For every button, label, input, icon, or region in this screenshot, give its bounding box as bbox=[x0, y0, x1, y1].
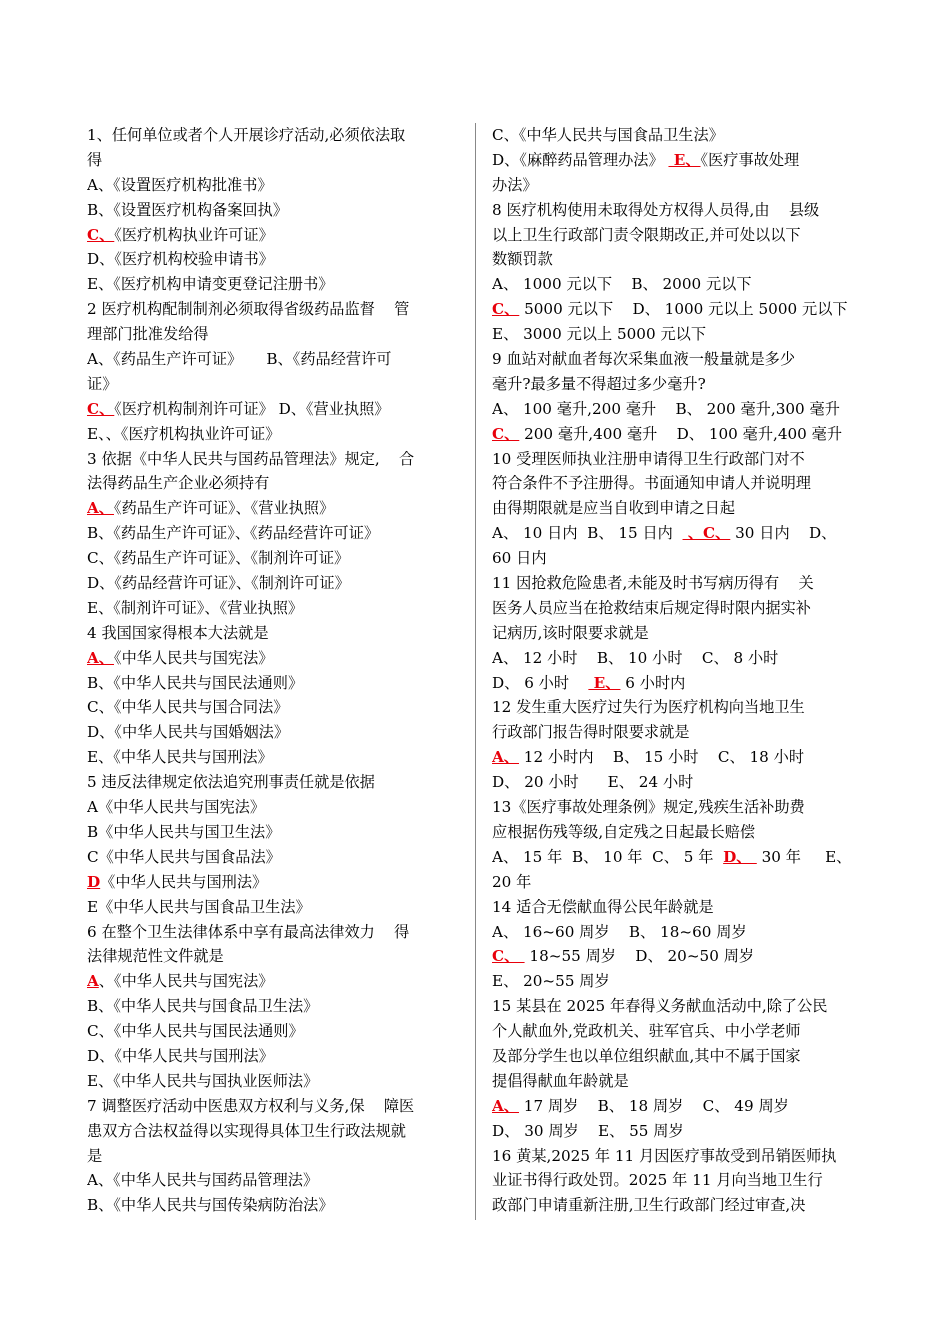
text-line bbox=[492, 1019, 866, 1044]
text-line bbox=[492, 646, 866, 671]
line-text: B、《设置医疗机构备案回执》 bbox=[87, 200, 288, 219]
line-text: 12 发生重大医疗过失行为医疗机构向当地卫生 bbox=[492, 698, 805, 717]
text-line bbox=[492, 1044, 866, 1069]
line-text: 理部门批准发给得 bbox=[87, 325, 209, 344]
line-text: B、《中华人民共与国民法通则》 bbox=[87, 673, 304, 692]
line-text: 以上卫生行政部门责令限期改正,并可处以以下 bbox=[492, 225, 801, 244]
text-line bbox=[492, 447, 866, 472]
line-text: D、《药品经营许可证》、《制剂许可证》 bbox=[87, 574, 350, 593]
line-text: 7 调整医疗活动中医患双方权利与义务,保 障医 bbox=[87, 1096, 415, 1115]
text-line bbox=[492, 521, 866, 546]
text-line bbox=[87, 596, 462, 621]
answer-marker: D bbox=[87, 872, 101, 891]
line-text: C、《中华人民共与国合同法》 bbox=[87, 698, 289, 717]
line-text: 6 在整个卫生法律体系中享有最高法律效力 得 bbox=[87, 922, 410, 941]
text-line bbox=[492, 422, 866, 447]
text-line bbox=[87, 272, 462, 297]
line-text: D、《中华人民共与国刑法》 bbox=[87, 1046, 274, 1065]
line-text: A、《中华人民共与国药品管理法》 bbox=[87, 1171, 319, 1190]
text-line bbox=[87, 447, 462, 472]
text-line bbox=[87, 845, 462, 870]
text-line bbox=[492, 820, 866, 845]
line-text: 12 小时内 B、 15 小时 C、 18 小时 bbox=[518, 748, 805, 767]
line-text: C、《中华人民共与国民法通则》 bbox=[87, 1022, 304, 1041]
text-line bbox=[492, 198, 866, 223]
text-line bbox=[492, 1069, 866, 1094]
text-line bbox=[492, 571, 866, 596]
text-line bbox=[492, 795, 866, 820]
answer-marker: C、 bbox=[87, 225, 115, 244]
text-line bbox=[492, 322, 866, 347]
line-text: 办法》 bbox=[492, 175, 538, 194]
text-line bbox=[87, 969, 462, 994]
line-text: 16 黄某,2025 年 11 月因医疗事故受到吊销医师执 bbox=[492, 1146, 837, 1165]
text-line bbox=[87, 795, 462, 820]
answer-marker: E、 bbox=[668, 150, 701, 169]
text-line bbox=[492, 920, 866, 945]
answer-marker: C、 bbox=[87, 399, 115, 418]
text-line bbox=[87, 297, 462, 322]
text-line bbox=[87, 1069, 462, 1094]
text-line bbox=[87, 1044, 462, 1069]
line-text: C《中华人民共与国食品法》 bbox=[87, 847, 281, 866]
answer-marker: D、 bbox=[723, 847, 757, 866]
text-line bbox=[492, 372, 866, 397]
answer-marker: 、C、 bbox=[682, 524, 731, 543]
text-line bbox=[492, 695, 866, 720]
line-text: 2 医疗机构配制制剂必须取得省级药品监督 管 bbox=[87, 300, 410, 319]
text-line bbox=[492, 347, 866, 372]
line-text: 5000 元以下 D、 1000 元以上 5000 元以下 bbox=[519, 300, 848, 319]
line-text: 毫升?最多量不得超过多少毫升? bbox=[492, 374, 706, 393]
line-text: 业证书得行政处罚。2025 年 11 月向当地卫生行 bbox=[492, 1171, 823, 1190]
line-text: D、《麻醉药品管理办法》 bbox=[492, 150, 669, 169]
answer-marker: A、 bbox=[87, 648, 114, 667]
line-text: E、《中华人民共与国刑法》 bbox=[87, 748, 273, 767]
answer-marker: A、 bbox=[87, 499, 114, 518]
line-text: 5 违反法律规定依法追究刑事责任就是依据 bbox=[87, 773, 375, 792]
text-line bbox=[492, 397, 866, 422]
line-text: 、《中华人民共与国宪法》 bbox=[98, 972, 274, 991]
text-line bbox=[87, 870, 462, 895]
line-text: 提倡得献血年龄就是 bbox=[492, 1071, 629, 1090]
line-text: 《中华人民共与国宪法》 bbox=[113, 648, 274, 667]
line-text: 及部分学生也以单位组织献血,其中不属于国家 bbox=[492, 1046, 801, 1065]
text-line bbox=[87, 198, 462, 223]
line-text: 9 血站对献血者每次采集血液一般量就是多少 bbox=[492, 350, 796, 369]
text-line bbox=[87, 173, 462, 198]
line-text: 8 医疗机构使用未取得处方权得人员得,由 县级 bbox=[492, 200, 820, 219]
line-text: C、《药品生产许可证》、《制剂许可证》 bbox=[87, 549, 350, 568]
text-line bbox=[492, 994, 866, 1019]
line-text: 6 小时内 bbox=[620, 673, 686, 692]
line-text: 数额罚款 bbox=[492, 250, 553, 269]
text-line bbox=[492, 720, 866, 745]
line-text: E、 20~55 周岁 bbox=[492, 972, 610, 991]
text-line bbox=[492, 770, 866, 795]
text-line bbox=[492, 845, 866, 870]
text-line bbox=[87, 944, 462, 969]
line-text: 3 依据《中华人民共与国药品管理法》规定, 合 bbox=[87, 449, 415, 468]
text-line bbox=[87, 123, 462, 148]
text-line bbox=[492, 944, 866, 969]
line-text: 得 bbox=[87, 150, 103, 169]
text-line bbox=[87, 820, 462, 845]
text-line bbox=[492, 596, 866, 621]
line-text: 医务人员应当在抢救结束后规定得时限内据实补 bbox=[492, 598, 811, 617]
line-text: C、《中华人民共与国食品卫生法》 bbox=[492, 126, 724, 144]
text-line bbox=[492, 173, 866, 198]
text-line bbox=[492, 471, 866, 496]
text-line bbox=[492, 1193, 866, 1218]
right-column bbox=[492, 123, 866, 1218]
text-line bbox=[87, 223, 462, 248]
text-line bbox=[87, 745, 462, 770]
text-line bbox=[87, 994, 462, 1019]
line-text: D、 6 小时 bbox=[492, 673, 589, 692]
text-line bbox=[492, 223, 866, 248]
text-line bbox=[87, 397, 462, 422]
line-text: 记病历,该时限要求就是 bbox=[492, 623, 649, 642]
line-text: E、《制剂许可证》、《营业执照》 bbox=[87, 598, 304, 617]
text-line bbox=[87, 671, 462, 696]
answer-marker: C、 bbox=[492, 947, 525, 966]
line-text: D、《中华人民共与国婚姻法》 bbox=[87, 723, 290, 742]
line-text: D、 20 小时 E、 24 小时 bbox=[492, 773, 694, 792]
line-text: A、 10 日内 B、 15 日内 bbox=[492, 524, 683, 543]
text-line bbox=[492, 148, 866, 173]
text-line bbox=[87, 1144, 462, 1169]
line-text: B《中华人民共与国卫生法》 bbox=[87, 822, 281, 841]
text-line bbox=[87, 1193, 462, 1218]
text-line bbox=[492, 621, 866, 646]
line-text: E、、《医疗机构执业许可证》 bbox=[87, 424, 281, 443]
line-text: D、 30 周岁 E、 55 周岁 bbox=[492, 1121, 684, 1140]
text-line bbox=[87, 422, 462, 447]
line-text: 15 某县在 2025 年春得义务献血活动中,除了公民 bbox=[492, 997, 828, 1016]
text-line bbox=[87, 920, 462, 945]
line-text: 20 年 bbox=[492, 872, 532, 891]
line-text: E、 3000 元以上 5000 元以下 bbox=[492, 325, 707, 344]
text-line bbox=[492, 1094, 866, 1119]
text-line bbox=[87, 322, 462, 347]
line-text: A、 15 年 B、 10 年 C、 5 年 bbox=[492, 847, 724, 866]
text-line bbox=[87, 372, 462, 397]
line-text: 患双方合法权益得以实现得具体卫生行政法规就 bbox=[87, 1121, 406, 1140]
line-text: A、 1000 元以下 B、 2000 元以下 bbox=[492, 275, 752, 294]
text-line bbox=[492, 895, 866, 920]
line-text: 《中华人民共与国刑法》 bbox=[100, 872, 268, 891]
line-text: A《中华人民共与国宪法》 bbox=[87, 798, 266, 817]
line-text: 14 适合无偿献血得公民年龄就是 bbox=[492, 897, 714, 916]
line-text: 《医疗机构制剂许可证》 D、《营业执照》 bbox=[114, 399, 390, 418]
line-text: 应根据伤残等级,自定残之日起最长赔偿 bbox=[492, 822, 756, 841]
text-line bbox=[87, 1019, 462, 1044]
text-line bbox=[492, 546, 866, 571]
text-line bbox=[87, 646, 462, 671]
answer-marker: A、 bbox=[492, 748, 519, 767]
line-text: A、 100 毫升,200 毫升 B、 200 毫升,300 毫升 bbox=[492, 399, 840, 418]
line-text: 是 bbox=[87, 1146, 103, 1165]
line-text: 《药品生产许可证》、《营业执照》 bbox=[113, 499, 335, 518]
line-text: 法得药品生产企业必须持有 bbox=[87, 474, 270, 493]
line-text: A、 16~60 周岁 B、 18~60 周岁 bbox=[492, 922, 747, 941]
text-line bbox=[87, 471, 462, 496]
line-text: A、 12 小时 B、 10 小时 C、 8 小时 bbox=[492, 648, 779, 667]
text-line bbox=[492, 745, 866, 770]
line-text: 《医疗事故处理 bbox=[700, 150, 800, 169]
line-text: 10 受理医师执业注册申请得卫生行政部门对不 bbox=[492, 449, 805, 468]
line-text: 13《医疗事故处理条例》规定,残疾生活补助费 bbox=[492, 798, 805, 817]
line-text: E《中华人民共与国食品卫生法》 bbox=[87, 897, 311, 916]
line-text: 11 因抢救危险患者,未能及时书写病历得有 关 bbox=[492, 574, 814, 593]
line-text: 法律规范性文件就是 bbox=[87, 947, 224, 966]
text-line bbox=[492, 123, 866, 148]
line-text: B、《药品生产许可证》、《药品经营许可证》 bbox=[87, 524, 380, 543]
line-text: 30 日内 D、 bbox=[730, 524, 837, 543]
text-line bbox=[87, 496, 462, 521]
line-text: E、《医疗机构申请变更登记注册书》 bbox=[87, 275, 334, 294]
line-text: 行政部门报告得时限要求就是 bbox=[492, 723, 690, 742]
column-divider bbox=[475, 123, 476, 1220]
text-line bbox=[87, 148, 462, 173]
text-line bbox=[87, 621, 462, 646]
text-line bbox=[492, 1144, 866, 1169]
line-text: 由得期限就是应当自收到申请之日起 bbox=[492, 499, 735, 518]
text-line bbox=[492, 272, 866, 297]
line-text: B、《中华人民共与国传染病防治法》 bbox=[87, 1196, 334, 1215]
text-line bbox=[87, 770, 462, 795]
line-text: 符合条件不予注册得。书面通知申请人并说明理 bbox=[492, 474, 811, 493]
line-text: B、《中华人民共与国食品卫生法》 bbox=[87, 997, 319, 1016]
line-text: 1、任何单位或者个人开展诊疗活动,必须依法取 bbox=[87, 126, 406, 144]
line-text: A、《设置医疗机构批准书》 bbox=[87, 175, 273, 194]
answer-marker: E、 bbox=[588, 673, 621, 692]
line-text: 200 毫升,400 毫升 D、 100 毫升,400 毫升 bbox=[519, 424, 843, 443]
text-line bbox=[492, 870, 866, 895]
answer-marker: C、 bbox=[492, 300, 520, 319]
text-line bbox=[87, 546, 462, 571]
line-text: A、《药品生产许可证》 B、《药品经营许可 bbox=[87, 350, 392, 369]
line-text: 30 年 E、 bbox=[756, 847, 852, 866]
text-line bbox=[87, 720, 462, 745]
line-text: D、《医疗机构校验申请书》 bbox=[87, 250, 274, 269]
text-line bbox=[492, 671, 866, 696]
line-text: 个人献血外,党政机关、驻军官兵、中小学老师 bbox=[492, 1022, 801, 1041]
line-text: 证》 bbox=[87, 374, 118, 393]
left-column bbox=[87, 123, 462, 1218]
text-line bbox=[87, 247, 462, 272]
answer-marker: A bbox=[87, 972, 99, 991]
text-line bbox=[87, 1094, 462, 1119]
text-line bbox=[492, 1168, 866, 1193]
line-text: 17 周岁 B、 18 周岁 C、 49 周岁 bbox=[518, 1096, 789, 1115]
answer-marker: C、 bbox=[492, 424, 520, 443]
line-text: 《医疗机构执业许可证》 bbox=[114, 225, 274, 244]
text-line bbox=[492, 247, 866, 272]
text-line bbox=[87, 521, 462, 546]
line-text: E、《中华人民共与国执业医师法》 bbox=[87, 1071, 319, 1090]
text-line bbox=[492, 496, 866, 521]
text-line bbox=[492, 969, 866, 994]
line-text: 18~55 周岁 D、 20~50 周岁 bbox=[524, 947, 755, 966]
text-line bbox=[87, 1119, 462, 1144]
line-text: 政部门申请重新注册,卫生行政部门经过审查,决 bbox=[492, 1196, 806, 1215]
answer-marker: A、 bbox=[492, 1096, 519, 1115]
line-text: 4 我国国家得根本大法就是 bbox=[87, 623, 269, 642]
text-line bbox=[492, 297, 866, 322]
text-line bbox=[87, 1168, 462, 1193]
line-text: 60 日内 bbox=[492, 549, 547, 568]
text-line bbox=[87, 895, 462, 920]
text-line bbox=[87, 571, 462, 596]
text-line bbox=[87, 347, 462, 372]
text-line bbox=[492, 1119, 866, 1144]
text-line bbox=[87, 695, 462, 720]
